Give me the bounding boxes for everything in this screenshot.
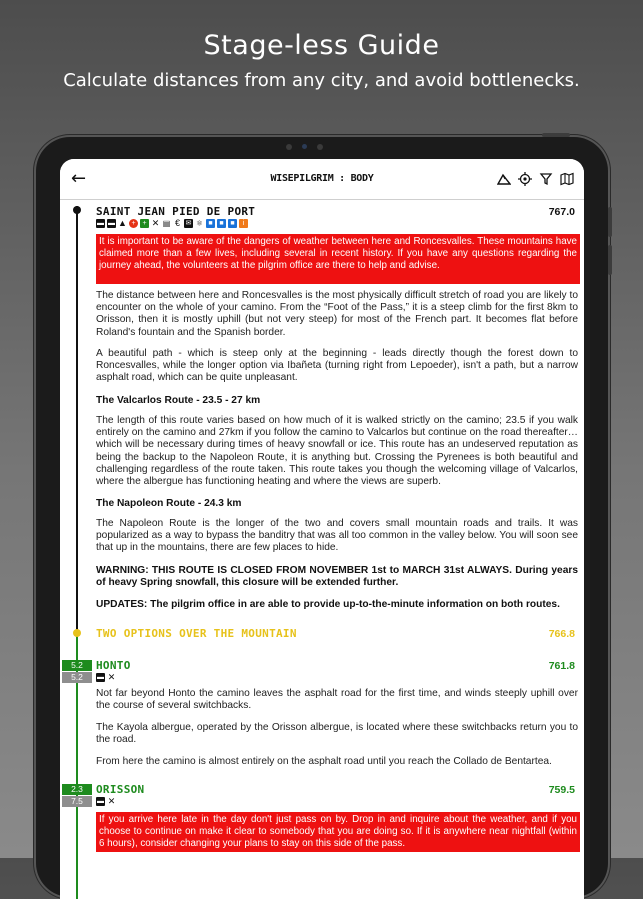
promo-title: Stage-less Guide xyxy=(203,30,440,61)
stop-marker xyxy=(73,629,81,637)
stop-distance: 767.0 xyxy=(548,206,575,218)
distance-badge: 5.2 xyxy=(62,660,92,671)
nightfall-warning: If you arrive here late in the day don't just pass on by. Drop in and inquire about the weather, and if you choose to continue on make it clear to somebody that you are doing so. If it is anywhere near nightfall (within 6 hours), consider changing your plans to stay on this side of the pass. xyxy=(96,812,580,852)
paragraph: From here the camino is almost entirely on the asphalt road until you reach the Collado de Bentartea. xyxy=(96,756,552,767)
stop-distance: 761.8 xyxy=(548,660,575,672)
camping-icon: ▲ xyxy=(118,218,127,228)
tablet-frame xyxy=(36,137,608,897)
paragraph: The distance between here and Roncesvalles is the most physically difficult stretch of road you are likely to encounter on the whole of your camino. From the “Foot of the Pass,” it is a steep climb for the first 8km to Orisson, then it is mostly uphill (but not very steep) for most of the French part. It becomes flat before Roland's fountain and the Spanish border. xyxy=(96,290,578,338)
elevation-icon[interactable] xyxy=(497,172,511,186)
tourist-info-icon: i xyxy=(239,219,248,228)
post-icon: ✉ xyxy=(185,220,192,227)
stop-name[interactable]: SAINT JEAN PIED DE PORT xyxy=(96,205,256,218)
shop-icon: ▤ xyxy=(162,219,171,228)
stop-name[interactable]: HONTO xyxy=(96,659,131,672)
camera-dot xyxy=(302,144,307,149)
nav-title: WISEPILGRIM : BODY xyxy=(270,173,374,184)
restaurant-icon: ✕ xyxy=(151,218,160,228)
camera-dot xyxy=(317,144,323,150)
guide-content[interactable] xyxy=(60,200,584,899)
weather-warning: It is important to be aware of the dangers of weather between here and Roncesvalles. These mountains have claimed more than a few lives, including several in recent history. If you have any questions regarding the journey ahead, the volunteers at the pilgrim office are there to help and advise. xyxy=(96,234,580,284)
volume-button xyxy=(608,245,612,275)
bike-icon: ⚛ xyxy=(195,219,204,228)
distance-badge: 2.3 xyxy=(62,784,92,795)
power-button xyxy=(542,133,570,137)
bed-icon: ▬ xyxy=(97,674,104,681)
services-row xyxy=(96,673,116,684)
stop-marker xyxy=(73,206,81,214)
section-heading: The Napoleon Route - 24.3 km xyxy=(96,498,242,509)
promo-subtitle: Calculate distances from any city, and avoid bottlenecks. xyxy=(63,70,580,91)
stop-distance: 766.8 xyxy=(548,628,575,640)
bus-icon: ■ xyxy=(206,219,215,228)
hotel-icon: ▬ xyxy=(108,220,115,227)
train-icon: ■ xyxy=(228,219,237,228)
section-heading: The Valcarlos Route - 23.5 - 27 km xyxy=(96,395,261,406)
services-row xyxy=(96,219,248,230)
paragraph: A beautiful path - which is steep only at the beginning - leads directly though the forest down to Roncesvalles, while the longer option via Ibañeta (turning right from Lepoeder), isn't a path, but a narrow asphalt road, which can be quite unpleasant. xyxy=(96,348,578,384)
app-screen xyxy=(60,159,584,899)
paragraph: The Napoleon Route is the longer of the two and covers small mountain roads and trails. It was popularized as a way to bypass the banditry that was all too common in the valley below. You will soon see that up in the mountains, there are few places to hide. xyxy=(96,518,578,554)
nav-bar xyxy=(60,159,584,200)
restaurant-icon: ✕ xyxy=(107,796,116,806)
distance-badge: 5.2 xyxy=(62,672,92,683)
paragraph: Not far beyond Honto the camino leaves the asphalt road for the first time, and winds steeply uphill over the course of several switchbacks. xyxy=(96,688,578,712)
cross-icon: + xyxy=(129,219,138,228)
nav-actions xyxy=(497,172,574,186)
bed-icon: ▬ xyxy=(97,798,104,805)
restaurant-icon: ✕ xyxy=(107,672,116,682)
locate-icon[interactable] xyxy=(518,172,532,186)
updates-note: UPDATES: The pilgrim office in are able to provide up-to-the-minute information on both routes. xyxy=(96,599,560,610)
volume-button xyxy=(608,207,612,237)
filter-icon[interactable] xyxy=(539,172,553,186)
services-row xyxy=(96,797,116,808)
atm-icon: € xyxy=(174,218,180,228)
pharmacy-icon: + xyxy=(140,219,149,228)
stop-name[interactable]: TWO OPTIONS OVER THE MOUNTAIN xyxy=(96,627,297,640)
paragraph: The Kayola albergue, operated by the Orisson albergue, is located where these switchbacks return you to the road. xyxy=(96,722,578,746)
stop-distance: 759.5 xyxy=(548,784,575,796)
arrow-left-icon[interactable]: ← xyxy=(71,168,87,189)
paragraph: The length of this route varies based on how much of it is walked strictly on the camino; 23.5 if you walk entirely on the camino and 27km if you follow the camino to Valcarlos but continue on the road thereafter… which will be necessary during times of heavy snowfall or ice. This route has an undeserved reputation as being the backup to the Napoleon Route, it is anything but. Crossing the Pyrenees is both beautiful and challenging regardless of the route taken. This route takes you though the welcoming village of Valcarlos, where the albergue has functioning heating and where the views are superb. xyxy=(96,415,578,488)
distance-badge: 7.5 xyxy=(62,796,92,807)
stop-name[interactable]: ORISSON xyxy=(96,783,145,796)
bus-icon: ■ xyxy=(217,219,226,228)
camera-dot xyxy=(286,144,292,150)
route-line xyxy=(76,206,78,630)
bed-icon: ▬ xyxy=(97,220,104,227)
closure-warning: WARNING: THIS ROUTE IS CLOSED FROM NOVEMBER 1st to MARCH 31st ALWAYS. During years of heavy Spring snowfall, this closure will be extended further. xyxy=(96,565,578,589)
map-icon[interactable] xyxy=(560,172,574,186)
